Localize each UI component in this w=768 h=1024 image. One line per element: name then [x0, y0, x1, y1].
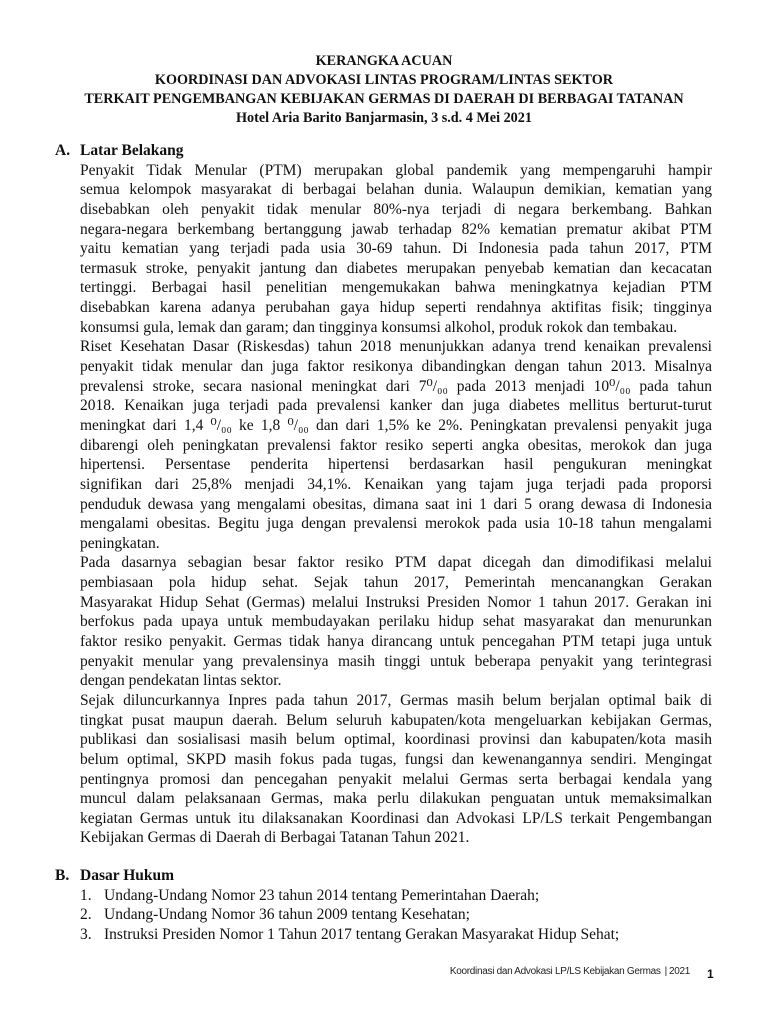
paragraph: [80, 553, 712, 690]
text-line: negara-negara berkembang bertanggung jawab terhadap 82% kematian prematur akibat PTM: [80, 220, 712, 238]
text-line: 2018. Kenaikan juga terjadi pada prevalensi kanker dan juga diabetes mellitus berturut-turut: [80, 397, 712, 415]
list-item: [55, 905, 712, 925]
section-heading: [55, 866, 712, 886]
text-line: penyakit tidak menular dan juga faktor resikonya dibandingkan dengan tahun 2013. Misalnya: [80, 358, 712, 376]
section-body: [80, 161, 712, 848]
text-line: hipertensi. Persentase penderita hipertensi berdasarkan hasil pengukuran meningkat: [80, 456, 712, 474]
text-line: publikasi dan sosialisasi masih belum optimal, koordinasi provinsi dan kabupaten/kota masih: [80, 731, 712, 749]
text-line: penduduk dewasa yang mengalami obesitas, dimana saat ini 1 dari 5 orang dewasa di Indonesia: [80, 495, 712, 513]
text-line: termasuk stroke, penyakit jantung dan diabetes merupakan penyebab kematian dan kecacatan: [80, 259, 712, 277]
section-title: Dasar Hukum: [80, 867, 175, 884]
section-latar-belakang: [55, 141, 712, 848]
section-letter: B.: [55, 867, 70, 884]
list-number: 1.: [80, 886, 92, 904]
text-line: dengan pendekatan lintas sektor.: [80, 672, 282, 690]
title-line: TERKAIT PENGEMBANGAN KEBIJAKAN GERMAS DI DAERAH DI BERBAGAI TATANAN: [84, 91, 684, 107]
list-text: Instruksi Presiden Nomor 1 Tahun 2017 tentang Gerakan Masyarakat Hidup Sehat;: [104, 925, 620, 943]
title-line: KOORDINASI DAN ADVOKASI LINTAS PROGRAM/LINTAS SEKTOR: [154, 72, 614, 88]
list-number: 2.: [80, 906, 92, 924]
footer-separator: |: [664, 966, 667, 977]
text-line: konsumsi gula, lemak dan garam; dan tingginya konsumsi alkohol, produk rokok dan tembakau.: [80, 318, 678, 336]
list-number: 3.: [80, 925, 92, 943]
list-text: Undang-Undang Nomor 36 tahun 2009 tentang Kesehatan;: [104, 906, 470, 924]
text-line: berfokus pada upaya untuk membudayakan perilaku hidup sehat masyarakat dan menurunkan: [80, 613, 712, 631]
list-text: Undang-Undang Nomor 23 tahun 2014 tentang Pemerintahan Daerah;: [104, 886, 540, 904]
page-footer: [450, 965, 690, 979]
list-item: [55, 886, 712, 906]
text-line: yaitu kematian yang terjadi pada usia 30-69 tahun. Di Indonesia pada tahun 2017, PTM: [80, 240, 712, 258]
title-line: Hotel Aria Barito Banjarmasin, 3 s.d. 4 Mei 2021: [236, 110, 532, 126]
paragraph: [80, 161, 712, 338]
list-item: [55, 925, 712, 945]
page-number: 1: [707, 967, 714, 981]
text-line: disebabkan oleh penyakit tidak menular 80%-nya terjadi di negara berkembang. Bahkan: [80, 200, 712, 218]
text-line: tertinggi. Berbagai hasil penelitian mengemukakan bahwa meningkatnya kejadian PTM: [80, 279, 712, 297]
paragraph: [80, 337, 712, 553]
section-dasar-hukum: [55, 866, 712, 945]
section-title: Latar Belakang: [80, 142, 184, 159]
text-line: signifikan dari 25,8% menjadi 34,1%. Kenaikan yang tajam juga terjadi pada proporsi: [80, 475, 712, 493]
text-line: Penyakit Tidak Menular (PTM) merupakan global pandemik yang mempengaruhi hampir: [80, 161, 712, 179]
text-line: pentingnya promosi dan pencegahan penyakit melalui Germas serta berbagai kendala yang: [80, 770, 712, 788]
paragraph: [80, 691, 712, 848]
text-line: muncul dalam pelaksanaan Germas, maka perlu dilakukan penguatan untuk memaksimalkan: [80, 790, 712, 808]
footer-year: 2021: [668, 966, 690, 977]
document-title: [0, 52, 768, 128]
text-line: kegiatan Germas untuk itu dilaksanakan Koordinasi dan Advokasi LP/LS terkait Pengembangan: [80, 809, 712, 827]
text-line: Riset Kesehatan Dasar (Riskesdas) tahun 2018 menunjukkan adanya trend kenaikan prevalensi: [80, 338, 712, 356]
text-line: tingkat pusat maupun daerah. Belum seluruh kabupaten/kota mengeluarkan kebijakan Germas,: [80, 711, 712, 729]
title-line: KERANGKA ACUAN: [315, 53, 453, 69]
section-letter: A.: [55, 142, 71, 159]
footer-title: Koordinasi dan Advokasi LP/LS Kebijakan Germas: [449, 966, 661, 977]
text-line: peningkatan.: [80, 534, 160, 552]
text-line: Sejak diluncurkannya Inpres pada tahun 2017, Germas masih belum berjalan optimal baik di: [80, 691, 712, 709]
text-line: Kebijakan Germas di Daerah di Berbagai Tatanan Tahun 2021.: [80, 829, 470, 847]
text-line: penyakit menular yang prevalensinya masih tinggi untuk beberapa penyakit yang terintegrasi: [80, 652, 712, 670]
text-line: pembiasaan pola hidup sehat. Sejak tahun 2017, Pemerintah mencanangkan Gerakan: [80, 574, 712, 592]
text-line: faktor resiko penyakit. Germas tidak hanya dirancang untuk pencegahan PTM tetapi juga untuk: [80, 633, 712, 651]
text-line: belum optimal, SKPD masih fokus pada tugas, fungsi dan kewenangannya sendiri. Mengingat: [80, 750, 712, 768]
text-line: mengalami obesitas. Begitu juga dengan prevalensi merokok pada usia 10-18 tahun mengalami: [80, 515, 712, 533]
section-heading: [55, 141, 712, 161]
text-line: Masyarakat Hidup Sehat (Germas) melalui Instruksi Presiden Nomor 1 tahun 2017. Gerakan ini: [80, 593, 712, 611]
text-line: meningkat dari 1,4 ⁰/₀₀ ke 1,8 ⁰/₀₀ dan dari 1,5% ke 2%. Peningkatan prevalensi penyakit juga: [80, 416, 712, 434]
numbered-list: [55, 886, 712, 945]
text-line: Pada dasarnya sebagian besar faktor resiko PTM dapat dicegah dan dimodifikasi melalui: [80, 554, 712, 572]
text-line: dibarengi oleh peningkatan prevalensi faktor resiko seperti angka obesitas, merokok dan juga: [80, 436, 712, 454]
text-line: disebabkan karena adanya perubahan gaya hidup seperti rendahnya aktifitas fisik; tingginya: [80, 299, 712, 317]
text-line: prevalensi stroke, secara nasional meningkat dari 7⁰/₀₀ pada 2013 menjadi 10⁰/₀₀ pada tahun: [80, 377, 712, 395]
text-line: semua kelompok masyarakat di berbagai belahan dunia. Walaupun demikian, kematian yang: [80, 181, 712, 199]
